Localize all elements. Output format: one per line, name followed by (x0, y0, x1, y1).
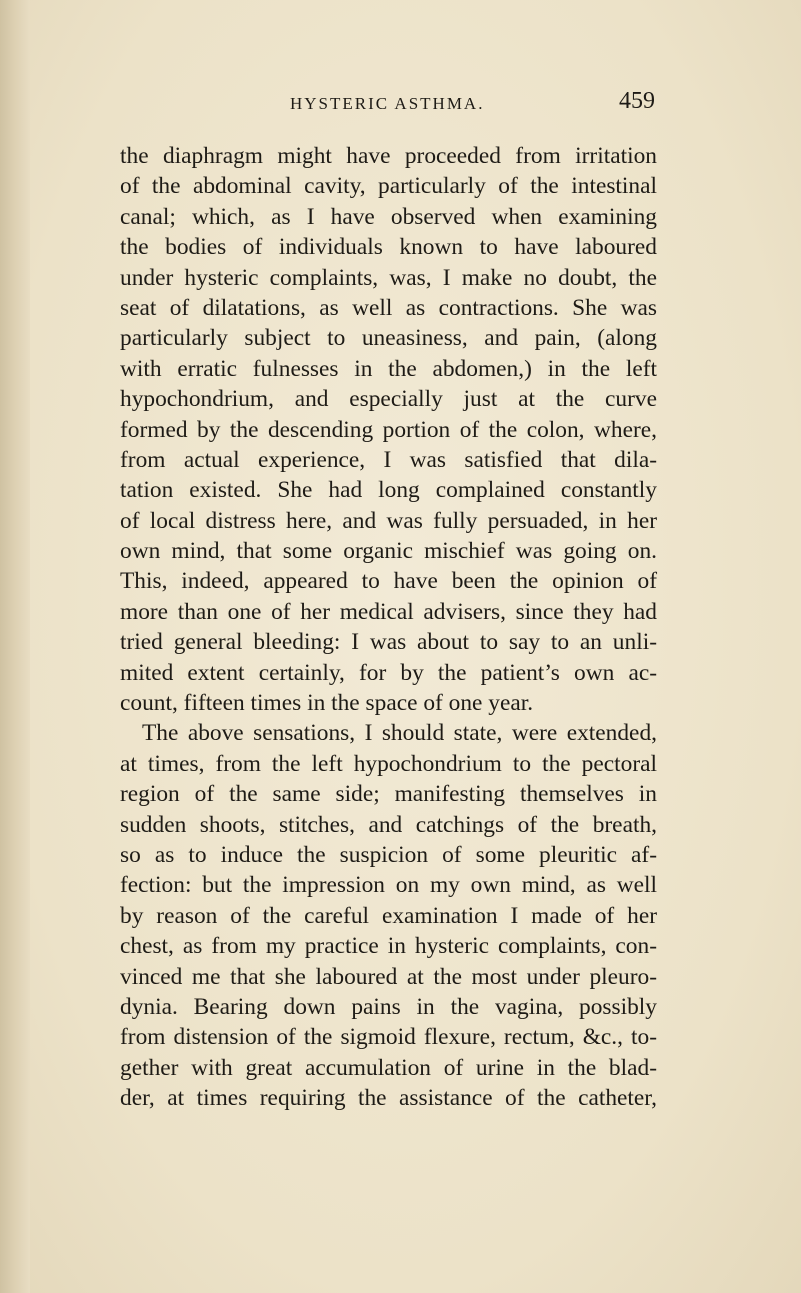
text-line: with erratic fulnesses in the abdomen,) in the left (120, 355, 657, 382)
text-line: seat of dilatations, as well as contractions. She was (120, 294, 657, 321)
text-line: the diaphragm might have proceeded from irritation (120, 143, 657, 169)
text-line: own mind, that some organic mischief was going on. (120, 538, 657, 565)
text-line: at times, from the left hypochondrium to the pectoral (120, 750, 657, 777)
text-line: so as to induce the suspicion of some pleuritic af- (120, 841, 657, 868)
text-line: dynia. Bearing down pains in the vagina, possibly (120, 993, 657, 1020)
text-line: This, indeed, appeared to have been the opinion of (120, 568, 657, 595)
page-gutter (0, 0, 30, 1293)
running-head: HYSTERIC ASTHMA. (290, 94, 485, 113)
text-line: under hysteric complaints, was, I make no doubt, the (120, 264, 657, 291)
text-line: der, at times requiring the assistance of the catheter, (120, 1085, 657, 1112)
text-line: vinced me that she laboured at the most under pleuro- (120, 963, 657, 990)
text-line: hypochondrium, and especially just at the curve (120, 386, 657, 413)
text-line: gether with great accumulation of urine in the blad- (120, 1054, 657, 1081)
page-number: 459 (619, 88, 655, 114)
text-line: of the abdominal cavity, particularly of the intestinal (120, 173, 657, 200)
text-line: region of the same side; manifesting themselves in (120, 781, 657, 808)
text-line: particularly subject to uneasiness, and pain, (along (120, 325, 657, 352)
text-line: from actual experience, I was satisfied that dila- (120, 446, 657, 473)
text-line: tried general bleeding: I was about to say to an unli- (120, 629, 657, 656)
text-line: mited extent certainly, for by the patient’s own ac- (120, 659, 657, 686)
paragraph-start-line: The above sensations, I should state, were extended, (142, 720, 657, 747)
text-line: fection: but the impression on my own mind, as well (120, 872, 657, 899)
text-line: canal; which, as I have observed when examining (120, 203, 657, 230)
text-line: count, fifteen times in the space of one year. (120, 690, 534, 717)
text-line: formed by the descending portion of the colon, where, (120, 416, 657, 443)
text-line: of local distress here, and was fully persuaded, in her (120, 507, 657, 534)
page-header (120, 88, 655, 128)
text-line: chest, as from my practice in hysteric complaints, con- (120, 933, 657, 960)
text-line: tation existed. She had long complained constantly (120, 477, 657, 504)
text-line: sudden shoots, stitches, and catchings of the breath, (120, 811, 657, 838)
text-line: the bodies of individuals known to have laboured (120, 234, 657, 261)
text-line: more than one of her medical advisers, since they had (120, 598, 657, 625)
text-line: from distension of the sigmoid flexure, rectum, &c., to- (120, 1024, 657, 1051)
text-line: by reason of the careful examination I made of her (120, 902, 657, 929)
body-text (120, 141, 657, 1114)
